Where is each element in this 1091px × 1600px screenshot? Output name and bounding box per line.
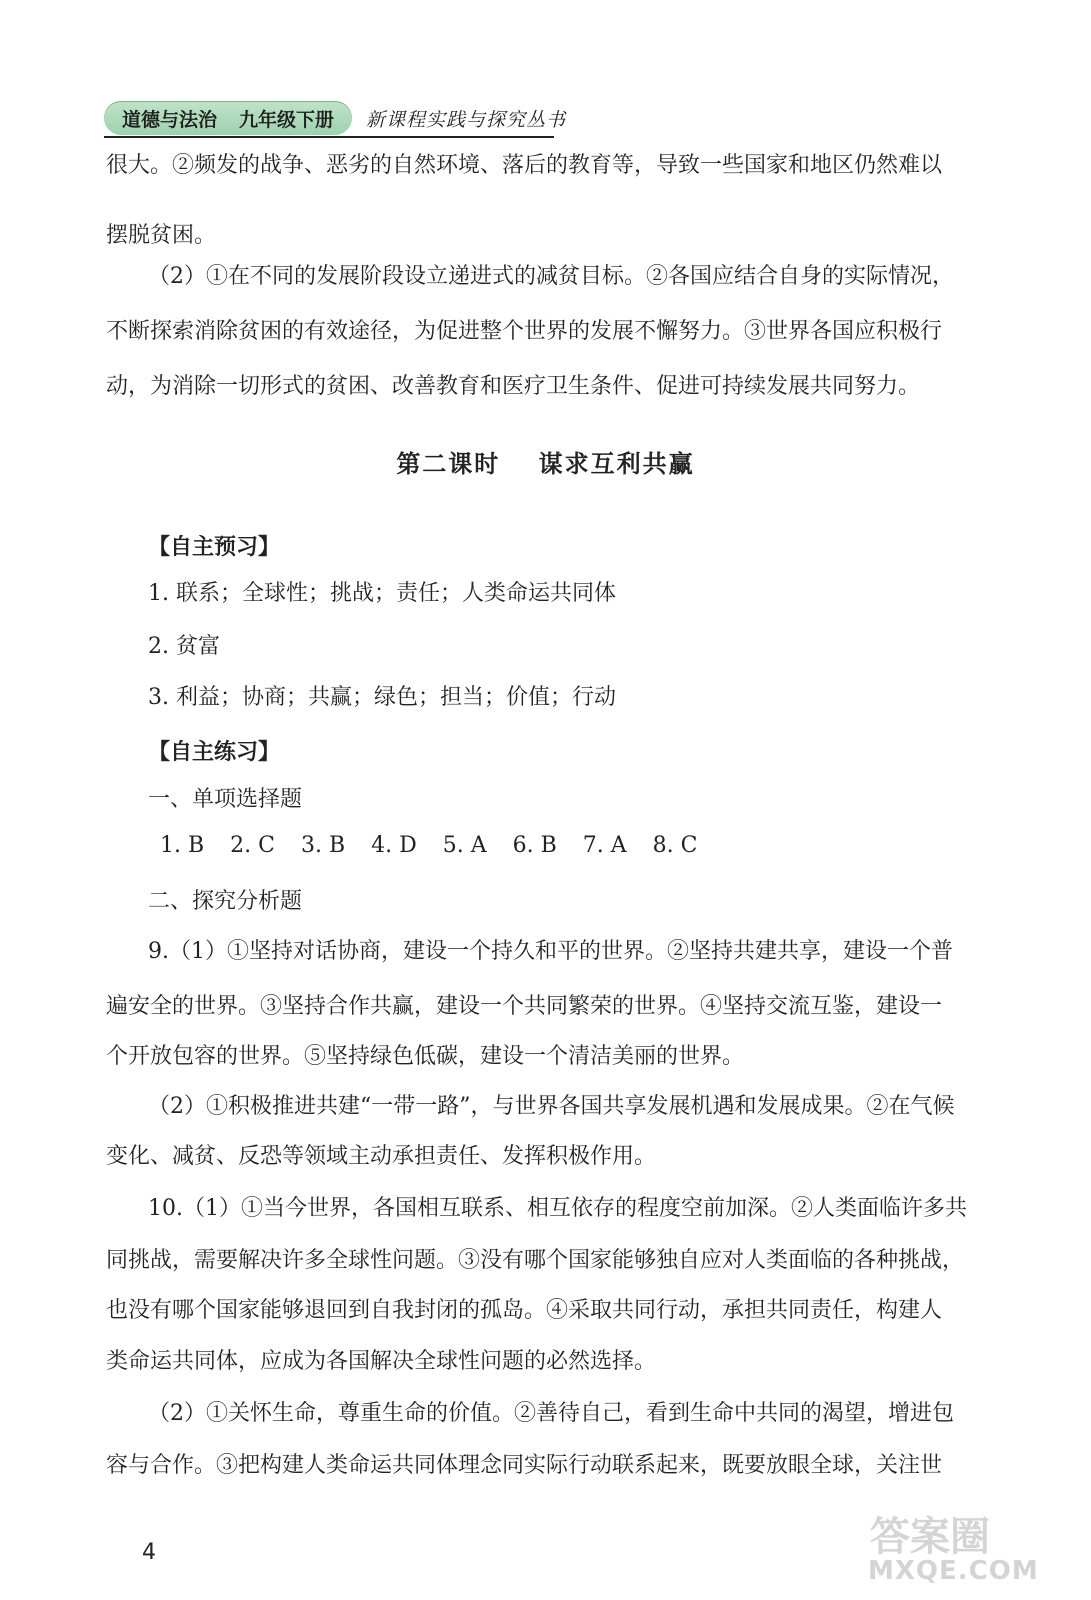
- body-line: 不断探索消除贫困的有效途径，为促进整个世界的发展不懈努力。③世界各国应积极行: [106, 319, 943, 344]
- part1-title: 一、单项选择题: [148, 787, 303, 812]
- subject-label: 道德与法治: [122, 108, 218, 131]
- choice-answer: 6. B: [512, 833, 557, 858]
- section-heading-preview: 【自主预习】: [148, 535, 281, 560]
- body-line: 类命运共同体，应成为各国解决全球性问题的必然选择。: [106, 1349, 657, 1374]
- watermark-logo: 答案圈: [870, 1514, 990, 1560]
- watermark-site: MXQE.COM: [868, 1556, 1039, 1586]
- preview-item: 1. 联系；全球性；挑战；责任；人类命运共同体: [148, 581, 616, 606]
- body-line: 9.（1）①坚持对话协商，建设一个持久和平的世界。②坚持共建共享，建设一个普: [148, 939, 953, 964]
- page-number: 4: [142, 1540, 156, 1565]
- body-line: 也没有哪个国家能够退回到自我封闭的孤岛。④采取共同行动，承担共同责任，构建人: [106, 1298, 943, 1323]
- lesson-title-part2: 谋求互利共赢: [538, 449, 695, 478]
- body-line: 遍安全的世界。③坚持合作共赢，建设一个共同繁荣的世界。④坚持交流互鉴，建设一: [106, 994, 943, 1019]
- lesson-title: [0, 444, 1091, 479]
- body-line: 同挑战，需要解决许多全球性问题。③没有哪个国家能够独自应对人类面临的各种挑战，: [106, 1248, 965, 1273]
- section-heading-practice: 【自主练习】: [148, 740, 281, 765]
- subject-badge: [104, 101, 352, 135]
- body-line: 10.（1）①当今世界，各国相互联系、相互依存的程度空前加深。②人类面临许多共: [148, 1196, 967, 1221]
- choice-answer: 7. A: [582, 833, 627, 858]
- preview-item: 3. 利益；协商；共赢；绿色；担当；价值；行动: [148, 685, 616, 710]
- choice-answer: 4. D: [371, 833, 417, 858]
- running-header: [104, 100, 566, 136]
- part2-title: 二、探究分析题: [148, 889, 303, 914]
- choice-answer: 1. B: [160, 833, 205, 858]
- body-line: （2）①在不同的发展阶段设立递进式的减贫目标。②各国应结合自身的实际情况，: [148, 264, 954, 289]
- lesson-title-part1: 第二课时: [396, 449, 501, 478]
- body-line: 个开放包容的世界。⑤坚持绿色低碳，建设一个清洁美丽的世界。: [106, 1044, 745, 1069]
- body-line: 很大。②频发的战争、恶劣的自然环境、落后的教育等，导致一些国家和地区仍然难以: [106, 153, 943, 178]
- body-line: 变化、减贫、反恐等领域主动承担责任、发挥积极作用。: [106, 1144, 657, 1169]
- series-label: 新课程实践与探究丛书: [366, 108, 567, 131]
- body-line: 摆脱贫困。: [106, 223, 217, 248]
- grade-label: 九年级下册: [239, 108, 335, 131]
- choice-answer: 5. A: [442, 833, 487, 858]
- body-line: 动，为消除一切形式的贫困、改善教育和医疗卫生条件、促进可持续发展共同努力。: [106, 374, 921, 399]
- body-line: 容与合作。③把构建人类命运共同体理念同实际行动联系起来，既要放眼全球，关注世: [106, 1453, 943, 1478]
- header-rule: [104, 136, 554, 138]
- choice-answer: 3. B: [300, 833, 346, 858]
- choice-answer: 8. C: [652, 833, 698, 858]
- preview-item: 2. 贫富: [148, 634, 220, 659]
- choice-answers: [160, 833, 698, 858]
- choice-answer: 2. C: [230, 833, 275, 858]
- body-line: （2）①积极推进共建“一带一路”，与世界各国共享发展机遇和发展成果。②在气候: [148, 1094, 955, 1119]
- body-line: （2）①关怀生命，尊重生命的价值。②善待自己，看到生命中共同的渴望，增进包: [148, 1401, 954, 1426]
